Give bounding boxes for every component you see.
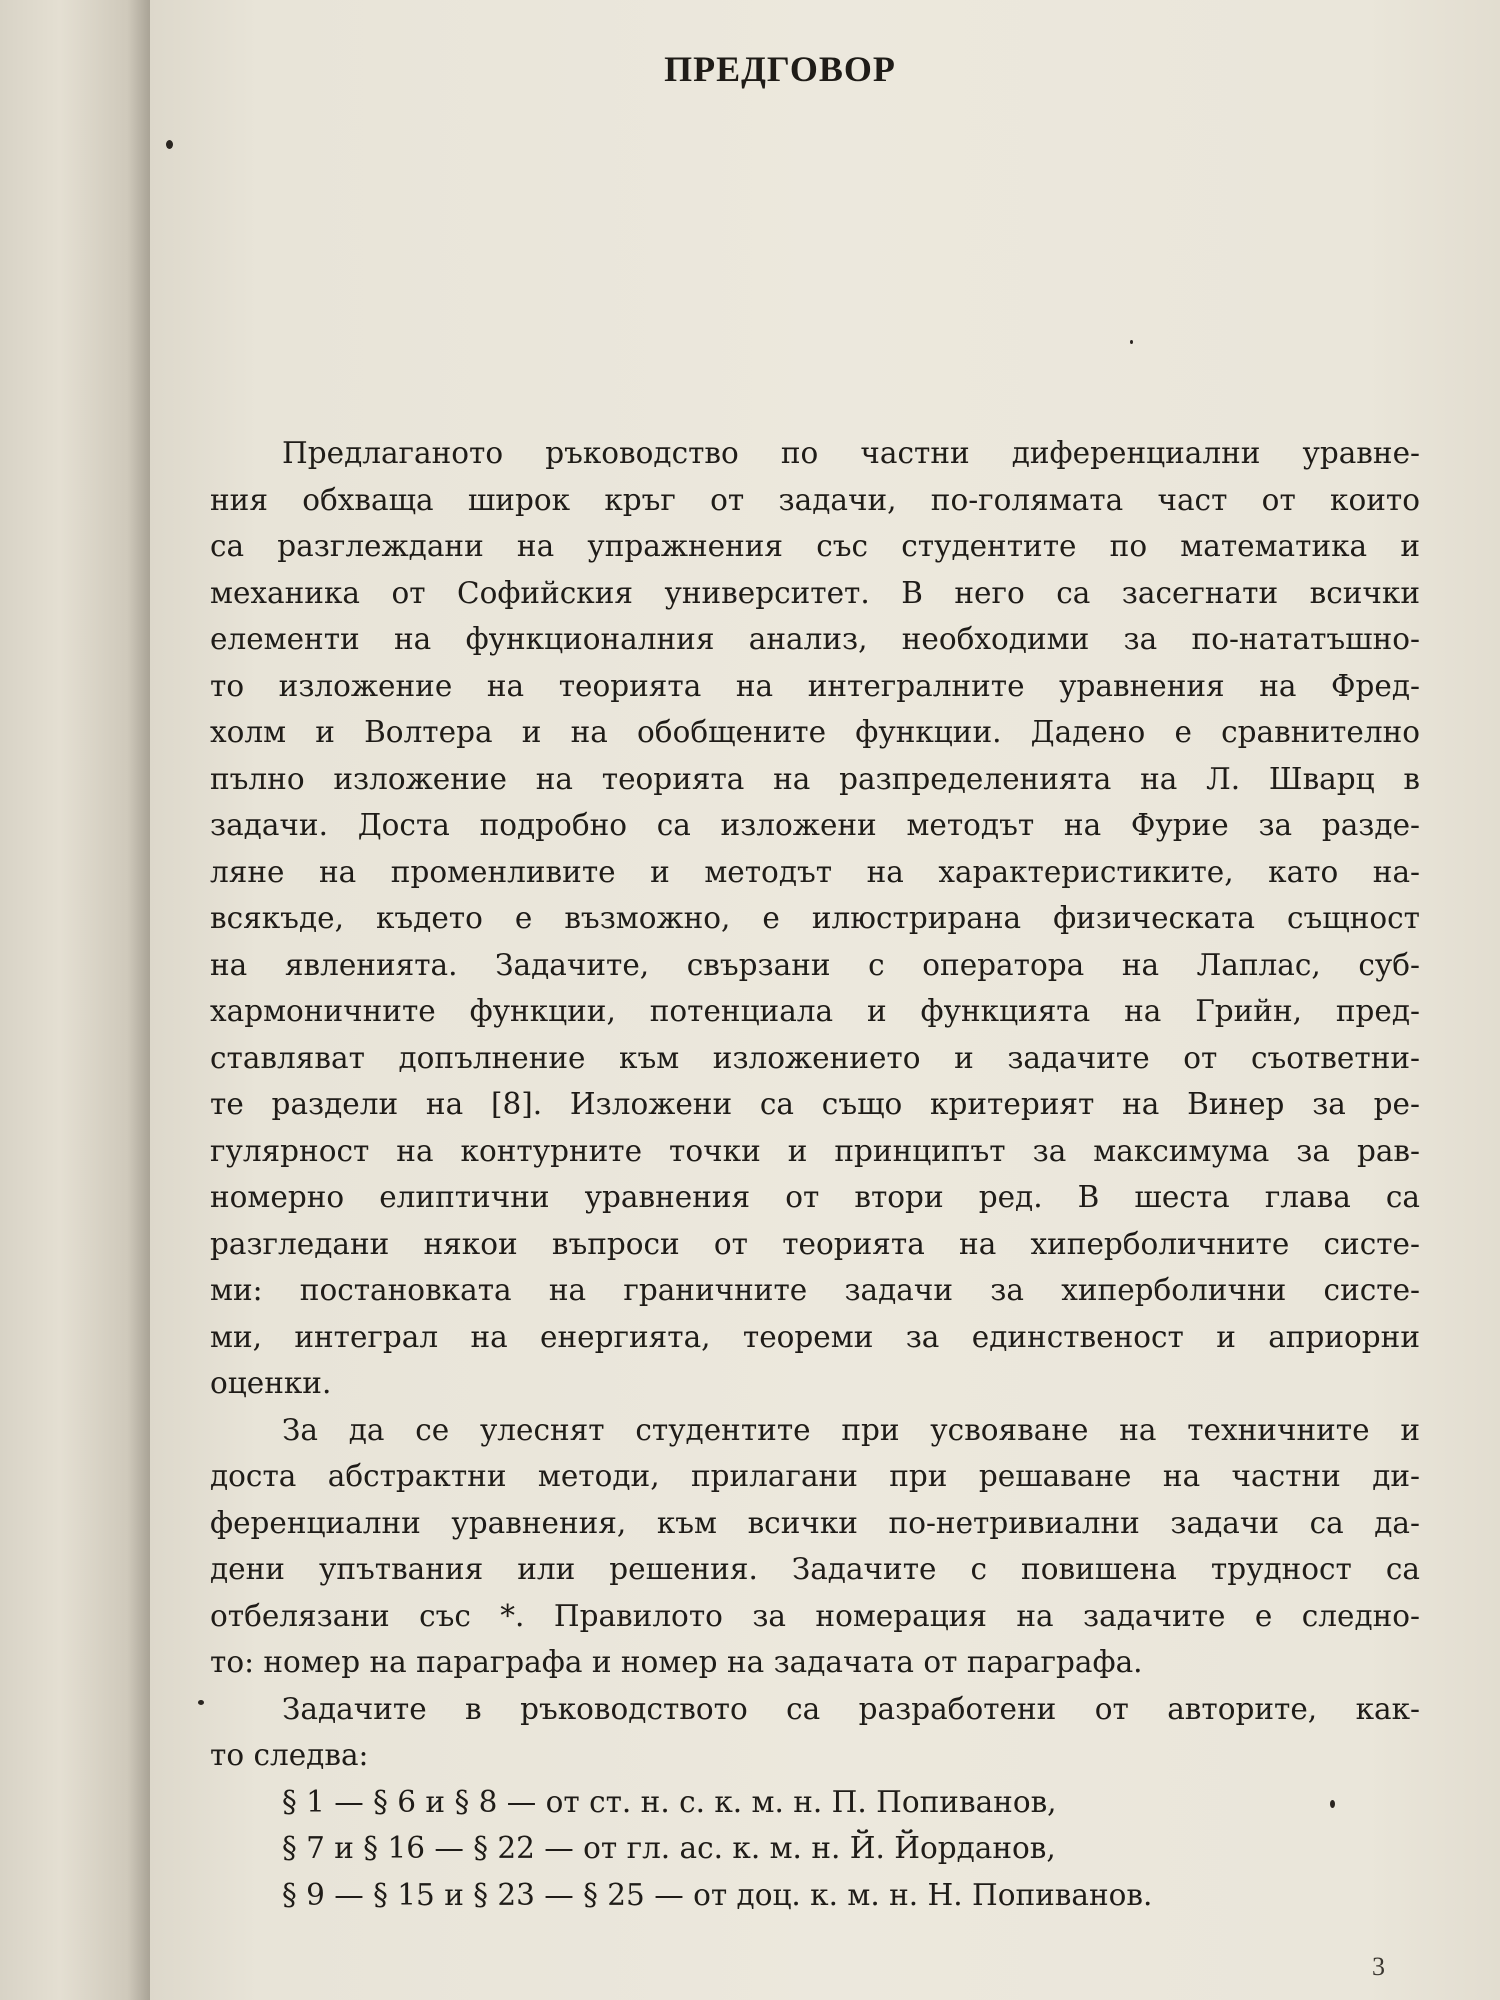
text-line: то изложение на теорията на интегралните уравнения на Фред-: [210, 668, 1420, 703]
text-line: задачи. Доста подробно са изложени методът на Фурие за разде-: [210, 808, 1420, 842]
paragraph-1: [210, 430, 1420, 1407]
text-line: ния обхваща широк кръг от задачи, по-голямата част от които: [210, 482, 1420, 517]
text-line: холм и Волтера и на обобщените функции. Дадено е сравнително: [210, 715, 1420, 749]
text-line: хармоничните функции, потенциала и функцията на Грийн, пред-: [210, 994, 1420, 1028]
text-line: на явленията. Задачите, свързани с оператора на Лаплас, суб-: [210, 947, 1420, 982]
text-line: ляне на променливите и методът на характеристиките, като на-: [210, 854, 1420, 889]
text-line: отбелязани със *. Правилото за номерация на задачите е следно-: [210, 1598, 1420, 1633]
text-line: доста абстрактни методи, прилагани при решаване на частни ди-: [210, 1459, 1420, 1493]
assignment-line: § 7 и § 16 — § 22 — от гл. ас. к. м. н. Й. Йорданов,: [282, 1831, 1056, 1865]
preface-body: [210, 430, 1420, 1918]
text-line: механика от Софийския университет. В него са засегнати всички: [210, 575, 1420, 610]
page-number: 3: [1372, 1952, 1385, 1981]
text-line: ми: постановката на граничните задачи за хиперболични систе-: [210, 1273, 1420, 1307]
text-line: гулярност на контурните точки и принципът за максимума за рав-: [210, 1133, 1420, 1168]
text-line: номерно елиптични уравнения от втори ред. В шеста глава са: [210, 1180, 1420, 1214]
text-line: то: номер на параграфа и номер на задачата от параграфа.: [210, 1645, 1143, 1679]
book-page: [150, 0, 1500, 2000]
text-line: те раздели на [8]. Изложени са също критерият на Винер за ре-: [210, 1087, 1420, 1121]
paper-speck: [166, 140, 173, 149]
text-line: Задачите в ръководството са разработени от авторите, как-: [282, 1691, 1420, 1726]
text-line: то следва:: [210, 1738, 369, 1772]
book-gutter: [0, 0, 150, 2000]
text-line: ференциални уравнения, към всички по-нетривиални задачи са да-: [210, 1505, 1420, 1540]
author-assignments: [210, 1779, 1420, 1919]
text-line: За да се улеснят студентите при усвояване на техничните и: [282, 1412, 1420, 1447]
text-line: дени упътвания или решения. Задачите с повишена трудност са: [210, 1552, 1420, 1586]
text-line: разгледани някои въпроси от теорията на хиперболичните систе-: [210, 1226, 1420, 1261]
text-line: Предлаганото ръководство по частни диференциални уравне-: [282, 436, 1420, 470]
paper-speck: [1130, 340, 1133, 344]
paper-speck: [198, 1700, 204, 1705]
text-line: са разглеждани на упражнения със студентите по математика и: [210, 529, 1420, 563]
page-title: ПРЕДГОВОР: [664, 49, 896, 89]
assignment-line: § 1 — § 6 и § 8 — от ст. н. с. к. м. н. П. Попиванов,: [282, 1784, 1057, 1819]
text-line: елементи на функционалния анализ, необходими за по-нататъшно-: [210, 622, 1420, 656]
text-line: пълно изложение на теорията на разпределенията на Л. Шварц в: [210, 761, 1420, 796]
paragraph-2: [210, 1407, 1420, 1686]
paragraph-3: [210, 1686, 1420, 1779]
text-line: всякъде, където е възможно, е илюстрирана физическата същност: [210, 901, 1420, 935]
assignment-line: § 9 — § 15 и § 23 — § 25 — от доц. к. м. н. Н. Попиванов.: [282, 1877, 1153, 1912]
text-line: ставляват допълнение към изложението и задачите от съответни-: [210, 1040, 1420, 1075]
paper-speck: [1330, 1800, 1335, 1808]
text-line: оценки.: [210, 1366, 332, 1400]
text-line: ми, интеграл на енергията, теореми за единственост и априорни: [210, 1319, 1420, 1354]
